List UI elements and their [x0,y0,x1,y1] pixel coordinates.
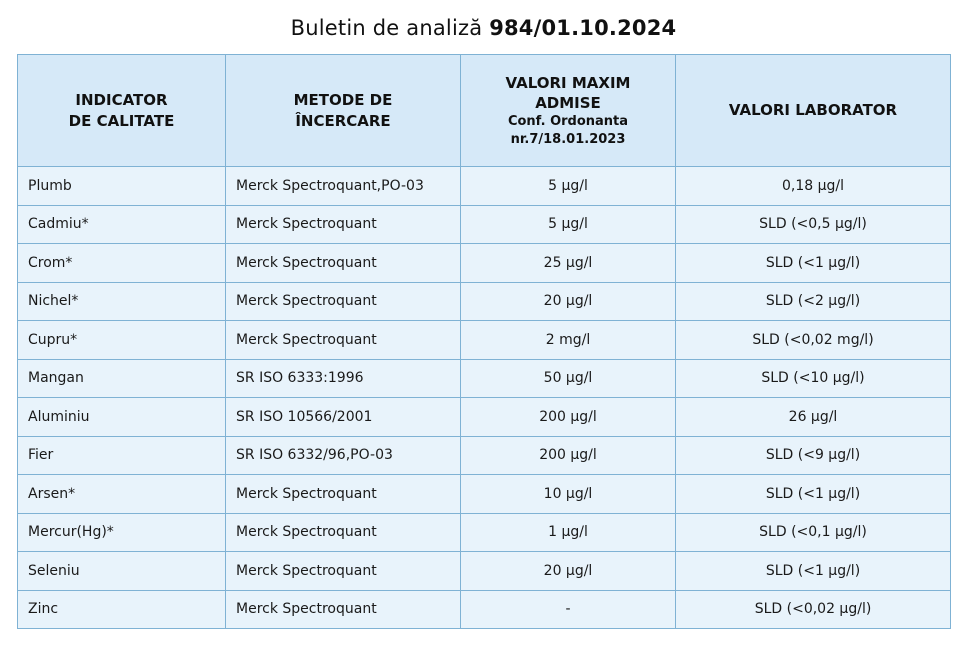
table-row [18,436,951,475]
table-row [18,513,951,552]
column-header-indicator-line2: DE CALITATE [68,111,175,130]
cell-valoare-maxima: 2 mg/l [461,321,676,360]
cell-indicator: Arsen* [18,475,226,514]
cell-valoare-maxima: 5 µg/l [461,167,676,206]
page-title-prefix: Buletin de analiză [290,16,490,40]
cell-indicator: Mercur(Hg)* [18,513,226,552]
cell-valoare-laborator: SLD (<1 µg/l) [676,244,951,283]
cell-indicator: Cupru* [18,321,226,360]
cell-metoda: Merck Spectroquant [226,552,461,591]
cell-metoda: Merck Spectroquant,PO-03 [226,167,461,206]
cell-indicator: Cadmiu* [18,205,226,244]
cell-valoare-maxima: 50 µg/l [461,359,676,398]
cell-indicator: Mangan [18,359,226,398]
cell-metoda: SR ISO 6332/96,PO-03 [226,436,461,475]
cell-indicator: Fier [18,436,226,475]
table-header [18,55,951,167]
cell-metoda: Merck Spectroquant [226,244,461,283]
table-row [18,359,951,398]
table-row [18,590,951,629]
page-title [0,0,967,54]
table-row [18,321,951,360]
cell-valoare-laborator: SLD (<1 µg/l) [676,552,951,591]
column-header-maxim-line1: VALORI MAXIM [505,73,631,92]
cell-valoare-maxima: 25 µg/l [461,244,676,283]
table-row [18,244,951,283]
table-body [18,167,951,629]
cell-valoare-laborator: SLD (<0,1 µg/l) [676,513,951,552]
cell-valoare-maxima: 200 µg/l [461,398,676,437]
cell-indicator: Crom* [18,244,226,283]
cell-valoare-laborator: 0,18 µg/l [676,167,951,206]
table-row [18,282,951,321]
cell-valoare-laborator: SLD (<2 µg/l) [676,282,951,321]
table-row [18,205,951,244]
cell-valoare-maxima: 20 µg/l [461,552,676,591]
cell-metoda: Merck Spectroquant [226,475,461,514]
cell-valoare-maxima: 1 µg/l [461,513,676,552]
cell-indicator: Nichel* [18,282,226,321]
cell-valoare-laborator: SLD (<0,02 mg/l) [676,321,951,360]
cell-valoare-maxima: 10 µg/l [461,475,676,514]
cell-valoare-maxima: 20 µg/l [461,282,676,321]
column-header-metoda [226,55,461,167]
cell-valoare-laborator: 26 µg/l [676,398,951,437]
column-header-valori-maxim-admise [461,55,676,167]
table-row [18,475,951,514]
table-row [18,167,951,206]
column-header-maxim-sub2: nr.7/18.01.2023 [510,131,626,147]
cell-metoda: SR ISO 6333:1996 [226,359,461,398]
cell-valoare-laborator: SLD (<0,5 µg/l) [676,205,951,244]
cell-metoda: Merck Spectroquant [226,513,461,552]
column-header-indicator [18,55,226,167]
cell-valoare-maxima: - [461,590,676,629]
table-container [0,54,967,629]
cell-valoare-laborator: SLD (<10 µg/l) [676,359,951,398]
cell-metoda: SR ISO 10566/2001 [226,398,461,437]
cell-indicator: Seleniu [18,552,226,591]
page-title-number: 984/01.10.2024 [489,16,677,40]
column-header-metoda-line1: METODE DE [293,91,393,110]
cell-metoda: Merck Spectroquant [226,321,461,360]
cell-indicator: Aluminiu [18,398,226,437]
analysis-table [17,54,951,629]
table-row [18,552,951,591]
cell-indicator: Plumb [18,167,226,206]
cell-valoare-maxima: 200 µg/l [461,436,676,475]
cell-indicator: Zinc [18,590,226,629]
column-header-laborator-line1: VALORI LABORATOR [728,101,898,120]
cell-valoare-laborator: SLD (<9 µg/l) [676,436,951,475]
column-header-maxim-line2: ADMISE [535,93,601,112]
table-header-row [18,55,951,167]
column-header-valori-laborator [676,55,951,167]
column-header-metoda-line2: ÎNCERCARE [295,111,391,130]
cell-metoda: Merck Spectroquant [226,282,461,321]
column-header-indicator-line1: INDICATOR [75,91,168,110]
column-header-maxim-sub1: Conf. Ordonanta [507,114,629,130]
table-row [18,398,951,437]
cell-valoare-laborator: SLD (<0,02 µg/l) [676,590,951,629]
cell-valoare-laborator: SLD (<1 µg/l) [676,475,951,514]
cell-metoda: Merck Spectroquant [226,205,461,244]
cell-valoare-maxima: 5 µg/l [461,205,676,244]
cell-metoda: Merck Spectroquant [226,590,461,629]
